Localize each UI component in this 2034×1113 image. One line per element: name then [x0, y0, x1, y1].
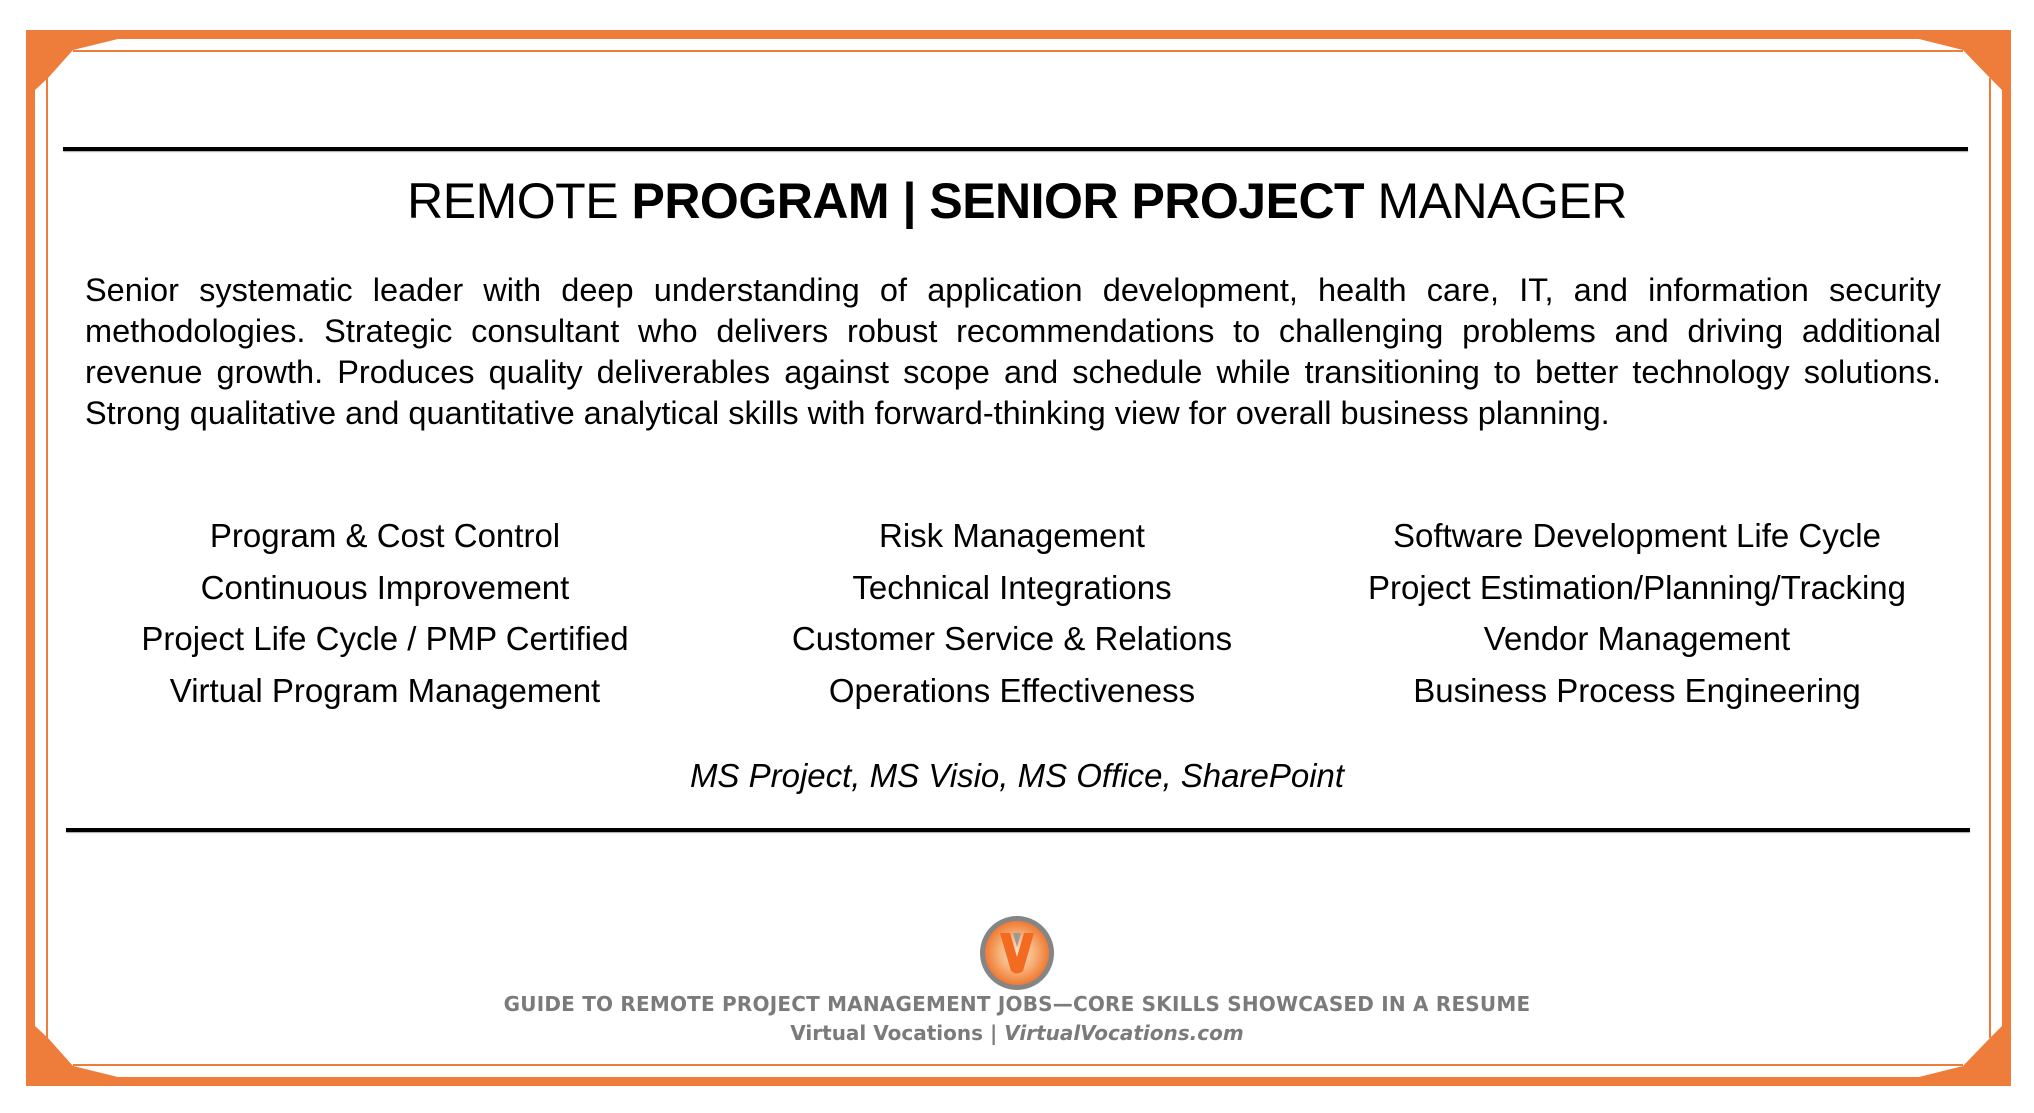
footer-site-link[interactable]: VirtualVocations.com: [1004, 1021, 1244, 1045]
title-part-manager: MANAGER: [1364, 173, 1627, 229]
skills-column-1: [65, 510, 705, 716]
skill-item: Operations Effectiveness: [828, 671, 1196, 709]
footer-separator: |: [983, 1021, 1005, 1045]
skill-item: Virtual Program Management: [169, 671, 601, 709]
page-title: [0, 172, 2034, 230]
footer-brand-name: Virtual Vocations: [790, 1021, 984, 1045]
virtual-vocations-v-logo-icon: [977, 913, 1057, 993]
summary-paragraph: Senior systematic leader with deep understanding of application development, health care, IT, and information security methodologies. Strategic consultant who delivers robust recommendations to challenging problems and driving additional revenue growth. Produces quality deliverables against scope and schedule while transitioning to better technology solutions. Strong qualitative and quantitative analytical skills with forward-thinking view for overall business planning.: [85, 272, 1941, 431]
skill-item: Continuous Improvement: [200, 568, 570, 606]
footer-caption: GUIDE TO REMOTE PROJECT MANAGEMENT JOBS—CORE SKILLS SHOWCASED IN A RESUME: [503, 992, 1531, 1016]
skill-item: Program & Cost Control: [209, 517, 561, 554]
skill-item: Vendor Management: [1483, 620, 1791, 657]
software-tools-line: MS Project, MS Visio, MS Office, SharePoint: [689, 757, 1345, 794]
skill-item: Technical Integrations: [852, 568, 1172, 606]
title-part-remote: REMOTE: [407, 173, 632, 229]
skill-item: Project Life Cycle / PMP Certified: [141, 620, 629, 657]
skill-item: Customer Service & Relations: [791, 620, 1233, 657]
skills-column-2: [692, 510, 1332, 716]
skill-item: Risk Management: [879, 517, 1145, 554]
top-divider-rule: [63, 147, 1968, 151]
skill-item: Business Process Engineering: [1413, 671, 1861, 709]
footer-brand-line: [0, 1021, 2034, 1045]
skill-item: Software Development Life Cycle: [1393, 517, 1881, 554]
bottom-divider-rule: [66, 828, 1970, 832]
skills-column-3: [1317, 510, 1957, 716]
skill-item: Project Estimation/Planning/Tracking: [1367, 568, 1907, 606]
title-part-bold: PROGRAM | SENIOR PROJECT: [631, 173, 1365, 229]
